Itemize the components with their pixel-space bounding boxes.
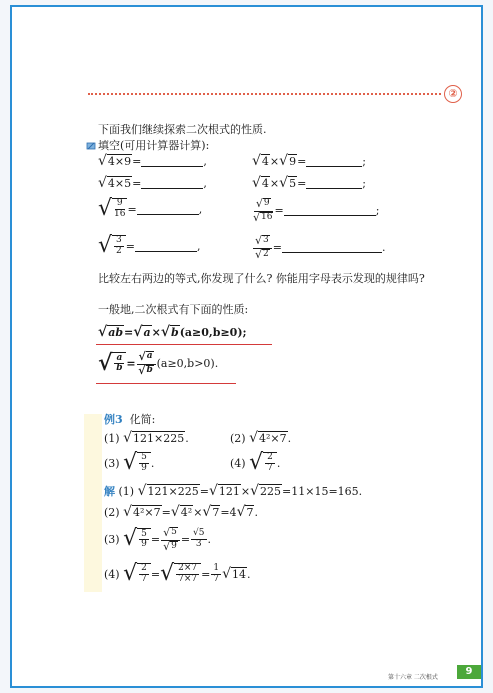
page-number-badge: 9 (457, 665, 481, 679)
property-1: √ ab = √ a × √ b (a≥0,b≥0); (98, 324, 247, 340)
fill-row-1-left: √ 4×9 = , (98, 153, 207, 169)
solution-line-2: (2) √ 4²×7 = √ 4² × √ 7 =4 √ 7 . (104, 504, 258, 520)
example-item-1: (1) √ 121×225 . (104, 430, 189, 446)
activity-line (86, 137, 209, 153)
fill-row-1-right: √ 4 × √ 9 = ; (252, 153, 366, 169)
solution-line-1: 解 (1) √ 121×225 = √ 121 × √ 225 =11×15=165. (104, 483, 363, 499)
intro-text: 下面我们继续探索二次根式的性质. (98, 123, 267, 136)
solution-line-3: (3) √ $\frac{5}{9}$ = √ 5 √ 9 = $\frac{√5}{3}$ . (104, 526, 212, 553)
textbook-page (10, 5, 483, 688)
answer-blank[interactable] (306, 156, 362, 167)
fill-row-2-left: √ 4×5 = , (98, 175, 207, 191)
pencil-icon (86, 141, 96, 151)
answer-blank[interactable] (306, 178, 362, 189)
fill-row-3-right: √ 9 √ 16 = ; (253, 197, 380, 224)
answer-blank[interactable] (282, 242, 382, 253)
example-item-3: (3) √ $\frac{5}{9}$ . (104, 450, 155, 475)
highlight-underline (96, 344, 272, 345)
fill-row-3-left: √ $\frac{9}{16}$ = , (98, 196, 203, 221)
solution-line-4: (4) √ $\frac{2}{7}$ = √ $\frac{2\times 7}{7\times 7}$ = $\frac{1}{7}$ √ 14 . (104, 561, 251, 586)
fill-row-4-left: √ $\frac{3}{2}$ = , (98, 233, 201, 258)
section-number-badge: ② (444, 85, 462, 103)
example-item-4: (4) √ $\frac{2}{7}$ . (230, 450, 281, 475)
chapter-footer: 第十六章 二次根式 (388, 674, 438, 681)
example-header: 例3 化简: (104, 413, 156, 426)
answer-blank[interactable] (141, 178, 203, 189)
answer-blank[interactable] (135, 241, 197, 252)
general-text: 一般地,二次根式有下面的性质: (98, 303, 249, 316)
activity-text: 填空(可用计算器计算): (98, 139, 210, 152)
example-sidebar (84, 414, 102, 592)
answer-blank[interactable] (284, 205, 376, 216)
highlight-underline (96, 383, 236, 384)
section-divider (88, 93, 441, 95)
question-text: 比较左右两边的等式,你发现了什么? 你能用字母表示发现的规律吗? (98, 272, 425, 285)
example-item-2: (2) √ 4²×7 . (230, 430, 292, 446)
fill-row-2-right: √ 4 × √ 5 = ; (252, 175, 366, 191)
answer-blank[interactable] (141, 156, 203, 167)
answer-blank[interactable] (137, 204, 199, 215)
property-2: √ $\frac{a}{b}$ = √ a √ b (a≥0,b>0). (98, 350, 219, 377)
fill-row-4-right: √ 3 √ 2 = . (255, 234, 386, 261)
